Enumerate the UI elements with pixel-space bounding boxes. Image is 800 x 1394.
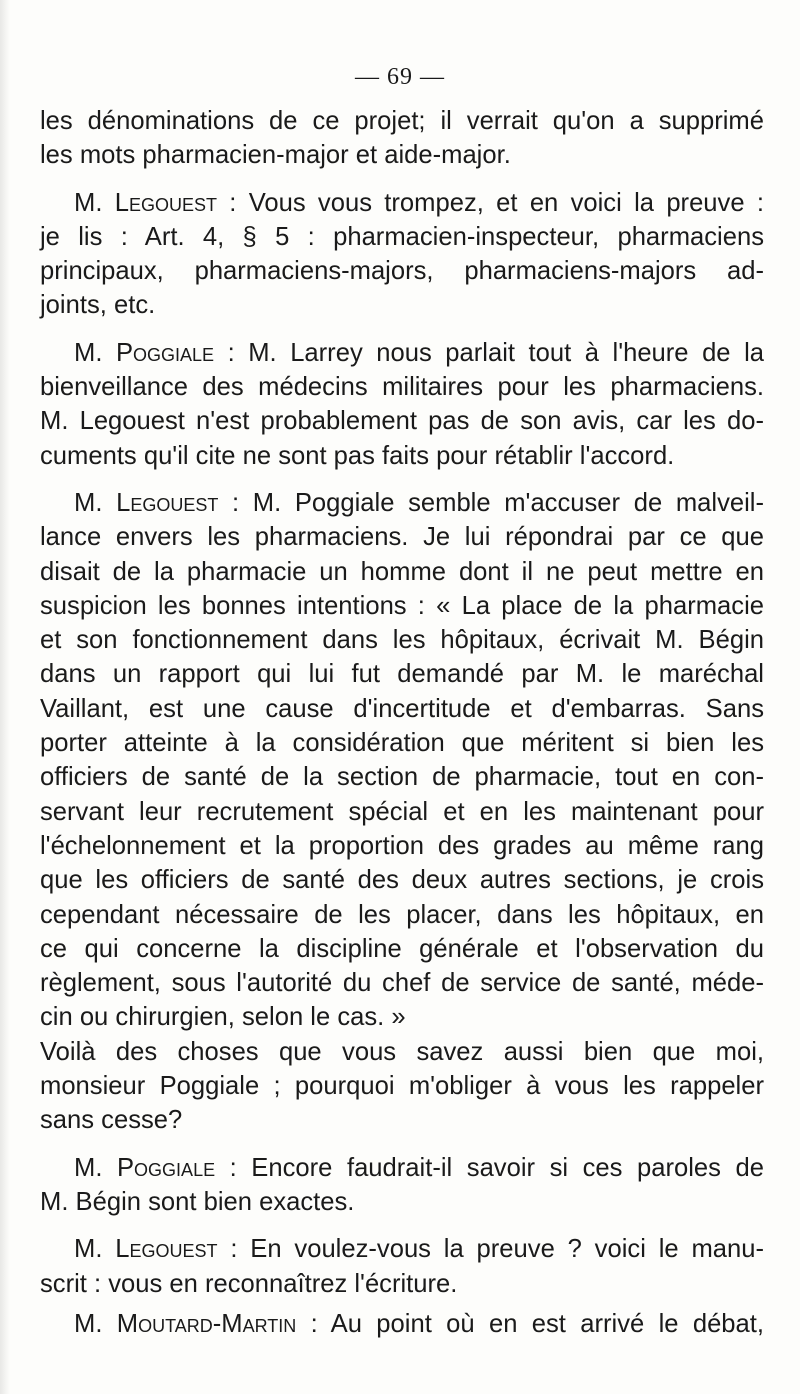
paragraph-3 <box>40 336 764 473</box>
text-line: les dénominations de ce projet; il verrait qu'on a supprimé <box>40 107 764 135</box>
text-fragment: En voulez-vous la preuve ? voici le manu- <box>237 1235 764 1264</box>
text-line: dans un rapport qui lui fut demandé par M. le maréchal <box>40 660 764 689</box>
text-line: servant leur recrutement spécial et en les maintenant pour <box>40 797 764 826</box>
speaker-name: M. Legouest : <box>74 1235 238 1264</box>
paragraph-1 <box>40 104 764 173</box>
text-line: et son fonctionnement dans les hôpitaux, écrivait M. Bégin <box>40 626 764 655</box>
text-line: M. Bégin sont bien exactes. <box>40 1187 355 1216</box>
text-line: ce qui concerne la discipline générale et l'observation du <box>40 934 764 963</box>
speaker-name: M. Legouest : <box>74 488 240 517</box>
text-line: scrit : vous en reconnaîtrez l'écriture. <box>40 1269 458 1298</box>
text-line: cependant nécessaire de les placer, dans les hôpitaux, en <box>40 900 764 929</box>
speaker-name: M. Legouest : <box>74 188 237 217</box>
text-line: joints, etc. <box>40 291 156 320</box>
paragraph-6 <box>40 1232 764 1301</box>
text-line <box>40 186 764 220</box>
text-line: je lis : Art. 4, § 5 : pharmacien-inspecteur, pharmaciens <box>40 222 764 251</box>
text-line: suspicion les bonnes intentions : « La place de la pharmacie <box>40 591 764 620</box>
text-line <box>40 1151 764 1185</box>
text-line: lance envers les pharmaciens. Je lui répondrai par ce que <box>40 523 764 552</box>
speaker-name: M. Poggiale : <box>74 1153 237 1182</box>
paragraph-4 <box>40 486 764 1138</box>
text-line: Voilà des choses que vous savez aussi bien que moi, <box>40 1037 764 1066</box>
text-line: bienveillance des médecins militaires pour les pharmaciens. <box>40 373 764 402</box>
text-fragment: Vous vous trompez, et en voici la preuve : <box>236 188 764 217</box>
text-line <box>40 1307 764 1341</box>
paragraph-5 <box>40 1151 764 1220</box>
paragraph-2 <box>40 186 764 323</box>
page-spine-shadow <box>0 0 10 1394</box>
text-line <box>40 336 764 370</box>
text-fragment: M. Larrey nous parlait tout à l'heure de la <box>234 338 764 367</box>
text-line: officiers de santé de la section de pharmacie, tout en con- <box>40 763 764 792</box>
text-fragment: Encore faudrait-il savoir si ces paroles de <box>236 1153 764 1182</box>
text-line <box>40 486 764 520</box>
text-line: règlement, sous l'autorité du chef de service de santé, méde- <box>40 969 764 998</box>
page-body-text <box>40 104 764 1341</box>
text-fragment: Au point où en est arrivé le débat, <box>317 1309 765 1338</box>
text-line: l'échelonnement et la proportion des grades au même rang <box>40 831 764 860</box>
text-fragment: M. Poggiale semble m'accuser de malveil- <box>239 488 764 517</box>
text-line: cuments qu'il cite ne sont pas faits pour rétablir l'accord. <box>40 441 675 470</box>
text-line: monsieur Poggiale ; pourquoi m'obliger à vous les rappeler <box>40 1072 764 1101</box>
speaker-name: M. Moutard-Martin : <box>74 1309 318 1338</box>
text-line: les mots pharmacien-major et aide-major. <box>40 141 511 170</box>
speaker-name: M. Poggiale : <box>74 338 235 367</box>
paragraph-7 <box>40 1307 764 1341</box>
text-line: sans cesse? <box>40 1106 183 1135</box>
text-line: M. Legouest n'est probablement pas de son avis, car les do- <box>40 407 764 436</box>
page-number: — 69 — <box>355 64 445 90</box>
text-line: cin ou chirurgien, selon le cas. » <box>40 1003 406 1032</box>
text-line: que les officiers de santé des deux autres sections, je crois <box>40 866 764 895</box>
text-line: disait de la pharmacie un homme dont il ne peut mettre en <box>40 557 764 586</box>
text-line: Vaillant, est une cause d'incertitude et d'embarras. Sans <box>40 694 764 723</box>
text-line <box>40 1232 764 1266</box>
text-line: principaux, pharmaciens-majors, pharmaciens-majors ad- <box>40 257 764 286</box>
text-line: porter atteinte à la considération que méritent si bien les <box>40 729 764 758</box>
